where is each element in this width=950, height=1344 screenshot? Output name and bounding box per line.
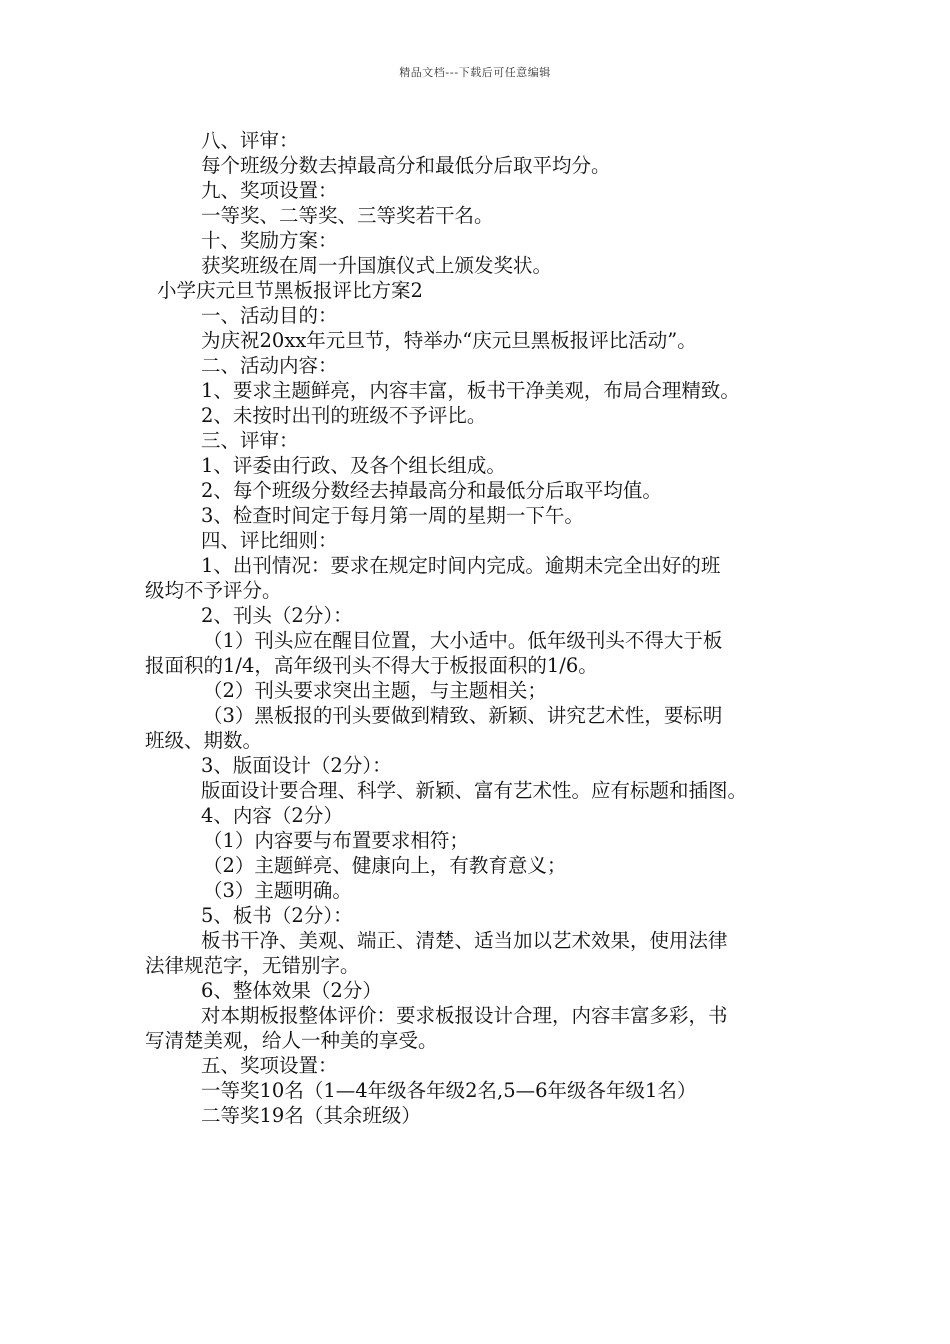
text-line: （2）主题鲜亮、健康向上，有教育意义； xyxy=(203,854,567,877)
text-line: 十、奖励方案： xyxy=(201,229,338,252)
text-line: 四、评比细则： xyxy=(201,529,338,552)
text-line: 获奖班级在周一升国旗仪式上颁发奖状。 xyxy=(201,254,553,277)
text-line: 二、活动内容： xyxy=(201,354,338,377)
text-line: （1）内容要与布置要求相符； xyxy=(203,829,469,852)
text-line: 法律规范字，无错别字。 xyxy=(145,954,360,977)
text-line: 3、版面设计（2分）： xyxy=(201,754,392,777)
text-line: 版面设计要合理、科学、新颖、富有艺术性。应有标题和插图。 xyxy=(201,779,748,802)
text-line: 3、检查时间定于每月第一周的星期一下午。 xyxy=(201,504,584,527)
text-line: 对本期板报整体评价：要求板报设计合理，内容丰富多彩，书 xyxy=(201,1004,728,1027)
text-line: 八、评审： xyxy=(201,129,299,152)
text-line: 1、评委由行政、及各个组长组成。 xyxy=(201,454,506,477)
text-line: 一等奖10名（1—4年级各年级2名,5—6年级各年级1名） xyxy=(201,1079,697,1102)
text-line: （2）刊头要求突出主题，与主题相关； xyxy=(203,679,547,702)
text-line: 班级、期数。 xyxy=(145,729,263,752)
text-line: 五、奖项设置： xyxy=(201,1054,338,1077)
text-line: 一、活动目的： xyxy=(201,304,338,327)
text-line: 2、刊头（2分）： xyxy=(201,604,353,627)
text-line: 每个班级分数去掉最高分和最低分后取平均分。 xyxy=(201,154,611,177)
text-line: 三、评审： xyxy=(201,429,299,452)
text-line: 6、整体效果（2分） xyxy=(201,979,382,1002)
text-line: （1）刊头应在醒目位置，大小适中。低年级刊头不得大于板 xyxy=(203,629,723,652)
text-line: （3）主题明确。 xyxy=(203,879,352,902)
text-line: 一等奖、二等奖、三等奖若干名。 xyxy=(201,204,494,227)
text-line: 写清楚美观，给人一种美的享受。 xyxy=(145,1029,438,1052)
text-line: 1、要求主题鲜亮，内容丰富，板书干净美观，布局合理精致。 xyxy=(201,379,740,402)
text-line: （3）黑板报的刊头要做到精致、新颖、讲究艺术性，要标明 xyxy=(203,704,723,727)
text-line: 2、每个班级分数经去掉最高分和最低分后取平均值。 xyxy=(201,479,662,502)
text-line: 4、内容（2分） xyxy=(201,804,343,827)
text-line: 级均不予评分。 xyxy=(145,579,282,602)
text-line: 板书干净、美观、端正、清楚、适当加以艺术效果，使用法律 xyxy=(201,929,728,952)
page-header: 精品文档---下载后可任意编辑 xyxy=(399,66,551,79)
text-line: 5、板书（2分）： xyxy=(201,904,353,927)
text-line: 报面积的1/4，高年级刊头不得大于板报面积的1/6。 xyxy=(145,654,598,677)
section-title: 小学庆元旦节黑板报评比方案2 xyxy=(157,279,423,302)
text-line: 二等奖19名（其余班级） xyxy=(201,1104,421,1127)
text-line: 1、出刊情况：要求在规定时间内完成。逾期未完全出好的班 xyxy=(201,554,721,577)
text-line: 为庆祝20xx年元旦节，特举办“庆元旦黑板报评比活动”。 xyxy=(201,329,697,352)
text-line: 2、未按时出刊的班级不予评比。 xyxy=(201,404,487,427)
text-line: 九、奖项设置： xyxy=(201,179,338,202)
